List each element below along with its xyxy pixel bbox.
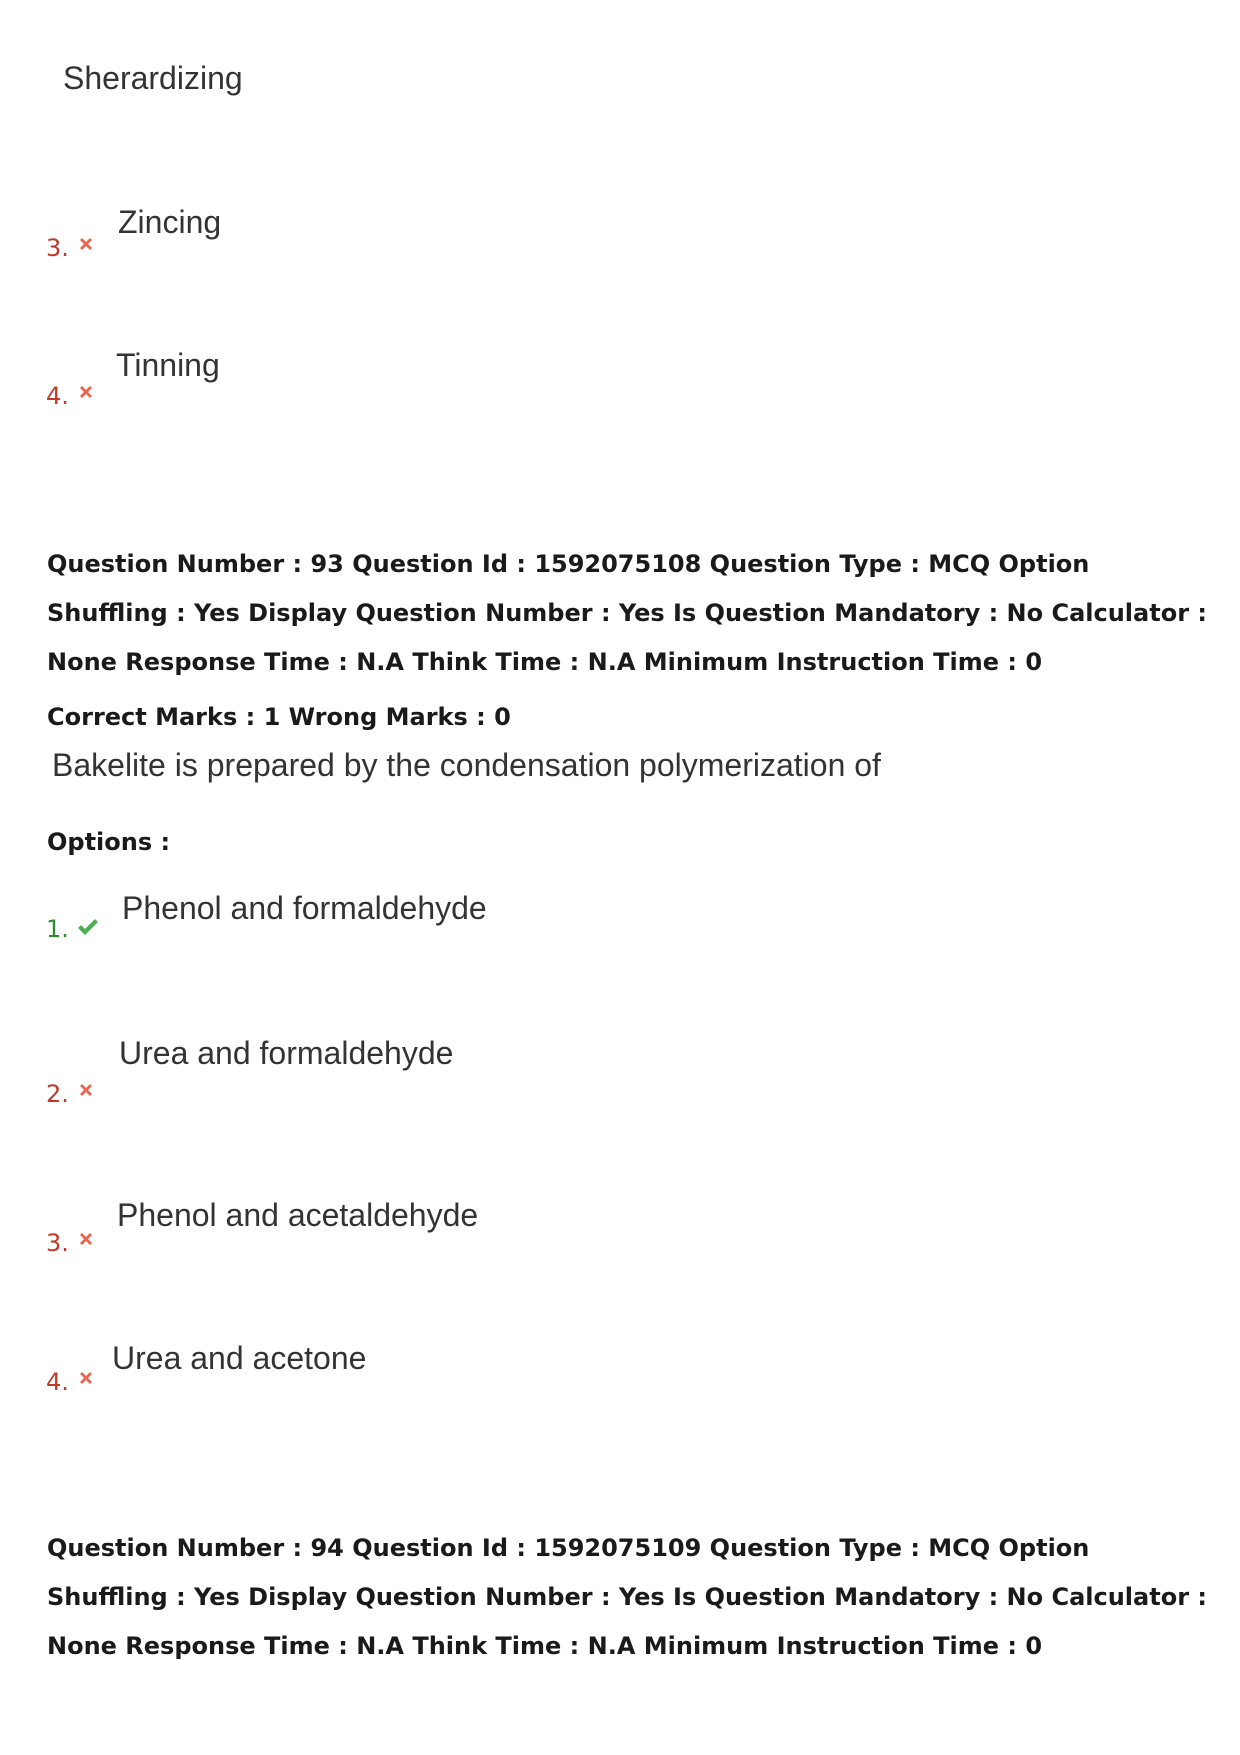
options-label: Options :: [47, 828, 171, 856]
option-4-text: Urea and acetone: [112, 1340, 367, 1376]
option-1-text: Phenol and formaldehyde: [122, 890, 487, 926]
cross-icon: [77, 1081, 95, 1099]
cross-icon: [77, 235, 95, 253]
option-1-number: 1.: [46, 915, 69, 943]
check-icon: [76, 917, 100, 937]
prev-option-4-text: Tinning: [116, 347, 220, 383]
prev-option-3-number: 3.: [46, 234, 69, 262]
option-4-number: 4.: [46, 1368, 69, 1396]
option-2-number: 2.: [46, 1080, 69, 1108]
option-3-number: 3.: [46, 1229, 69, 1257]
cross-icon: [77, 1369, 95, 1387]
question-94-meta: Question Number : 94 Question Id : 1592075109 Question Type : MCQ Option Shuffling : Yes Display Question Number : Yes Is Question Mandatory : No Calculator : None Response Time : N.A Think Time : N.A Minimum Instruction Time : 0: [47, 1534, 1207, 1660]
cross-icon: [77, 383, 95, 401]
option-2-text: Urea and formaldehyde: [119, 1035, 454, 1071]
question-93-text: Bakelite is prepared by the condensation polymerization of: [52, 747, 881, 783]
prev-option-2-text: Sherardizing: [63, 60, 243, 96]
question-93-marks: Correct Marks : 1 Wrong Marks : 0: [47, 703, 511, 731]
cross-icon: [77, 1230, 95, 1248]
option-3-text: Phenol and acetaldehyde: [117, 1197, 479, 1233]
prev-option-3-text: Zincing: [118, 204, 222, 240]
prev-option-4-number: 4.: [46, 382, 69, 410]
question-93-meta: Question Number : 93 Question Id : 1592075108 Question Type : MCQ Option Shuffling : Yes Display Question Number : Yes Is Question Mandatory : No Calculator : None Response Time : N.A Think Time : N.A Minimum Instruction Time : 0: [47, 550, 1207, 676]
